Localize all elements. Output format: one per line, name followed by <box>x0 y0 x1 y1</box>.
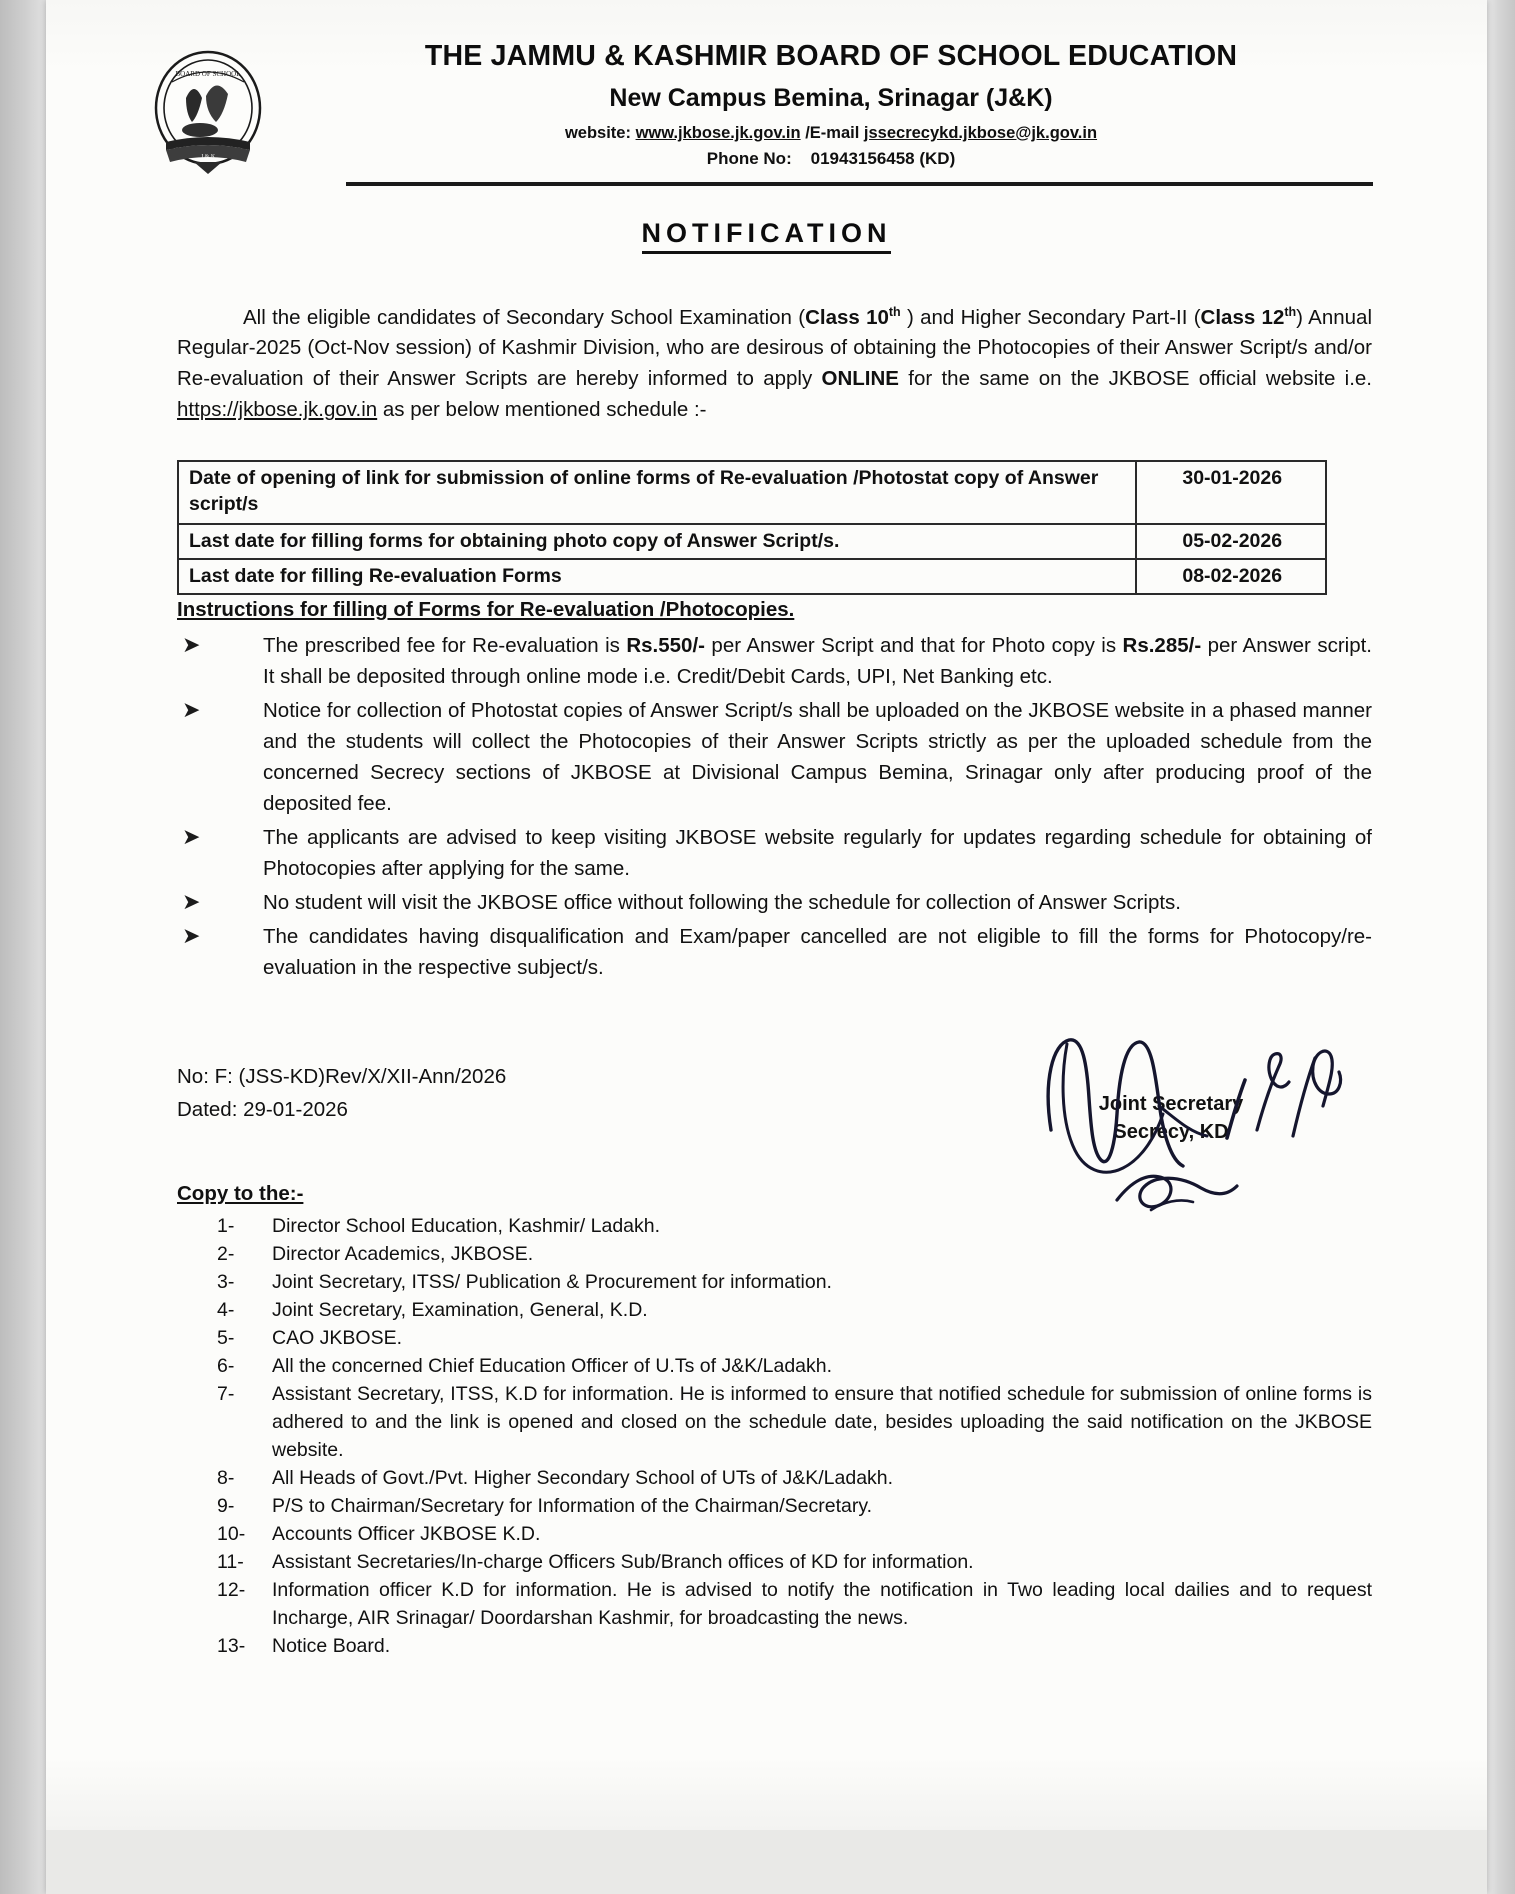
list-item-number: 11- <box>217 1551 244 1573</box>
email-label: /E-mail <box>805 123 860 142</box>
list-item-text: Accounts Officer JKBOSE K.D. <box>272 1523 541 1545</box>
fee-reevaluation: Rs.550/- <box>626 634 705 657</box>
instruction-text-1c: per Answer script. It shall be deposited through online mode i.e. Credit/Debit Cards, UPI, Net Banking etc. <box>263 634 1372 688</box>
table-row <box>178 559 1326 594</box>
phone-number: 01943156458 (KD) <box>810 148 956 168</box>
list-item-number: 6- <box>217 1355 235 1377</box>
page-title <box>46 218 1487 249</box>
intro-part-2: ) and Higher Secondary Part-II ( <box>900 305 1201 329</box>
list-item <box>177 1576 1372 1632</box>
intro-part-4: for the same on the JKBOSE official website i.e. <box>898 367 1372 391</box>
intro-part-1: All the eligible candidates of Secondary School Examination ( <box>243 305 806 329</box>
phone-line <box>286 149 1376 169</box>
portal-url-link[interactable]: https://jkbose.jk.gov.in <box>177 398 378 422</box>
list-item <box>177 1492 1372 1520</box>
signatory-section: Secrecy, KD <box>1113 1121 1229 1143</box>
intro-part-5: as per below mentioned schedule :- <box>377 398 707 422</box>
svg-text:J & K: J & K <box>200 154 216 160</box>
page-left-shadow <box>0 0 46 1894</box>
list-item <box>177 1380 1372 1464</box>
schedule-description: Last date for filling Re-evaluation Forms <box>178 559 1136 594</box>
signatory-designation: Joint Secretary <box>1098 1093 1244 1115</box>
campus-address: New Campus Bemina, Srinagar (J&K) <box>609 83 1053 112</box>
instruction-text-5: The candidates having disqualification and Exam/paper cancelled are not eligible to fill the forms for Photocopy/re-evaluation in the respective subject/s. <box>263 925 1372 979</box>
list-item-text: Joint Secretary, ITSS/ Publication & Procurement for information. <box>272 1271 832 1293</box>
list-item-number: 5- <box>217 1327 235 1349</box>
list-item <box>177 1548 1372 1576</box>
list-item-text: All the concerned Chief Education Officer of U.Ts of J&K/Ladakh. <box>272 1355 833 1377</box>
instruction-text-2: Notice for collection of Photostat copies of Answer Script/s shall be uploaded on the JKBOSE website in a phased manner and the students will collect the Photocopies of their Answer Scripts strictly as per the uploaded schedule from the concerned Secrecy sections of JKBOSE at Divisional Campus Bemina, Srinagar only after producing proof of the deposited fee. <box>263 699 1372 815</box>
schedule-table <box>177 460 1327 595</box>
schedule-date: 08-02-2026 <box>1136 559 1326 594</box>
page-bottom-margin <box>46 1830 1487 1894</box>
list-item <box>177 1296 1372 1324</box>
list-item-text: CAO JKBOSE. <box>272 1327 403 1349</box>
arrow-bullet-icon: ➤ <box>182 924 201 949</box>
list-item <box>177 1240 1372 1268</box>
list-item <box>177 630 1372 692</box>
intro-paragraph <box>177 297 1372 426</box>
list-item <box>177 1520 1372 1548</box>
reference-block <box>177 1060 506 1126</box>
intro-online-emphasis: ONLINE <box>821 367 899 391</box>
list-item <box>177 1632 1372 1660</box>
table-row <box>178 524 1326 559</box>
list-item <box>177 1212 1372 1240</box>
list-item-text: Assistant Secretary, ITSS, K.D for information. He is informed to ensure that notified schedule for submission of online forms is adhered to and the link is opened and closed on the schedule date, besides uploading the said notification on the JKBOSE website. <box>272 1383 1372 1461</box>
list-item <box>177 1464 1372 1492</box>
list-item-text: Director School Education, Kashmir/ Ladakh. <box>272 1215 661 1237</box>
list-item-text: Information officer K.D for information. He is advised to notify the notification in Two leading local dailies and to request Incharge, AIR Srinagar/ Doordarshan Kashmir, for broadcasting the news. <box>272 1579 1372 1629</box>
reference-date: Dated: 29-01-2026 <box>177 1098 348 1121</box>
letterhead-text <box>286 40 1376 169</box>
intro-class12: Class 12 <box>1200 305 1285 329</box>
list-item-text: All Heads of Govt./Pvt. Higher Secondary School of UTs of J&K/Ladakh. <box>272 1467 894 1489</box>
fee-photocopy: Rs.285/- <box>1122 634 1202 657</box>
list-item-text: Director Academics, JKBOSE. <box>272 1243 534 1265</box>
list-item-number: 8- <box>217 1467 235 1489</box>
intro-section <box>177 276 1372 446</box>
list-item-number: 4- <box>217 1299 235 1321</box>
list-item-number: 13- <box>217 1635 246 1657</box>
intro-class10-sup: th <box>888 304 901 319</box>
list-item <box>177 695 1372 819</box>
contact-line <box>286 124 1376 143</box>
svg-text:BOARD OF SCHOOL: BOARD OF SCHOOL <box>175 70 241 78</box>
table-row <box>178 461 1326 524</box>
list-item <box>177 1352 1372 1380</box>
schedule-date: 30-01-2026 <box>1136 461 1326 524</box>
copy-to-heading: Copy to the:- <box>177 1182 304 1205</box>
list-item-text: P/S to Chairman/Secretary for Information of the Chairman/Secretary. <box>272 1495 873 1517</box>
list-item <box>177 921 1372 983</box>
list-item <box>177 1268 1372 1296</box>
phone-label: Phone No: <box>706 148 792 168</box>
instruction-text-4: No student will visit the JKBOSE office without following the schedule for collection of Answer Scripts. <box>263 891 1182 914</box>
list-item-number: 1- <box>217 1215 235 1237</box>
page-right-shadow <box>1487 0 1515 1894</box>
list-item <box>177 1324 1372 1352</box>
website-url[interactable]: www.jkbose.jk.gov.in <box>635 123 801 142</box>
instructions-heading: Instructions for filling of Forms for Re-evaluation /Photocopies. <box>177 598 795 621</box>
instruction-text-1a: The prescribed fee for Re-evaluation is <box>263 634 627 657</box>
list-item-number: 3- <box>217 1271 235 1293</box>
list-item-number: 10- <box>217 1523 246 1545</box>
signature-block <box>1026 1090 1316 1146</box>
list-item-number: 9- <box>217 1495 235 1517</box>
website-label: website: <box>564 123 631 142</box>
header-divider-rule <box>346 182 1373 186</box>
list-item-number: 2- <box>217 1243 235 1265</box>
arrow-bullet-icon: ➤ <box>182 698 201 723</box>
email-address[interactable]: jssecrecykd.jkbose@jk.gov.in <box>863 123 1098 142</box>
intro-class12-sup: th <box>1284 304 1297 319</box>
list-item-text: Assistant Secretaries/In-charge Officers Sub/Branch offices of KD for information. <box>272 1551 974 1573</box>
arrow-bullet-icon: ➤ <box>182 825 201 850</box>
organization-name: THE JAMMU & KASHMIR BOARD OF SCHOOL EDUCATION <box>424 40 1238 72</box>
page-title-text: NOTIFICATION <box>642 218 892 254</box>
notification-document-page <box>46 0 1487 1894</box>
schedule-description: Date of opening of link for submission of online forms of Re-evaluation /Photostat copy of Answer script/s <box>178 461 1136 524</box>
arrow-bullet-icon: ➤ <box>182 890 201 915</box>
list-item-number: 7- <box>217 1383 235 1405</box>
arrow-bullet-icon: ➤ <box>182 633 201 658</box>
reference-number: No: F: (JSS-KD)Rev/X/XII-Ann/2026 <box>177 1065 507 1088</box>
instruction-text-3: The applicants are advised to keep visiting JKBOSE website regularly for updates regarding schedule for obtaining of Photocopies after applying for the same. <box>263 826 1372 880</box>
schedule-date: 05-02-2026 <box>1136 524 1326 559</box>
list-item <box>177 822 1372 884</box>
jkbose-emblem-icon <box>142 46 274 178</box>
list-item-text: Joint Secretary, Examination, General, K.D. <box>272 1299 648 1321</box>
copy-to-list <box>177 1212 1372 1660</box>
list-item <box>177 887 1372 918</box>
instruction-text-1b: per Answer Script and that for Photo copy is <box>704 634 1123 657</box>
schedule-description: Last date for filling forms for obtaining photo copy of Answer Script/s. <box>178 524 1136 559</box>
list-item-number: 12- <box>217 1579 246 1601</box>
intro-class10: Class 10 <box>805 305 889 329</box>
list-item-text: Notice Board. <box>272 1635 391 1657</box>
intro-part-3: ) Annual Regular-2025 (Oct-Nov session) of Kashmir Division, who are desirous of obtaining the Photocopies of their Answer Script/s and/or Re-evaluation of their Answer Scripts are hereby informed to apply <box>177 305 1372 391</box>
instructions-list <box>177 630 1372 986</box>
